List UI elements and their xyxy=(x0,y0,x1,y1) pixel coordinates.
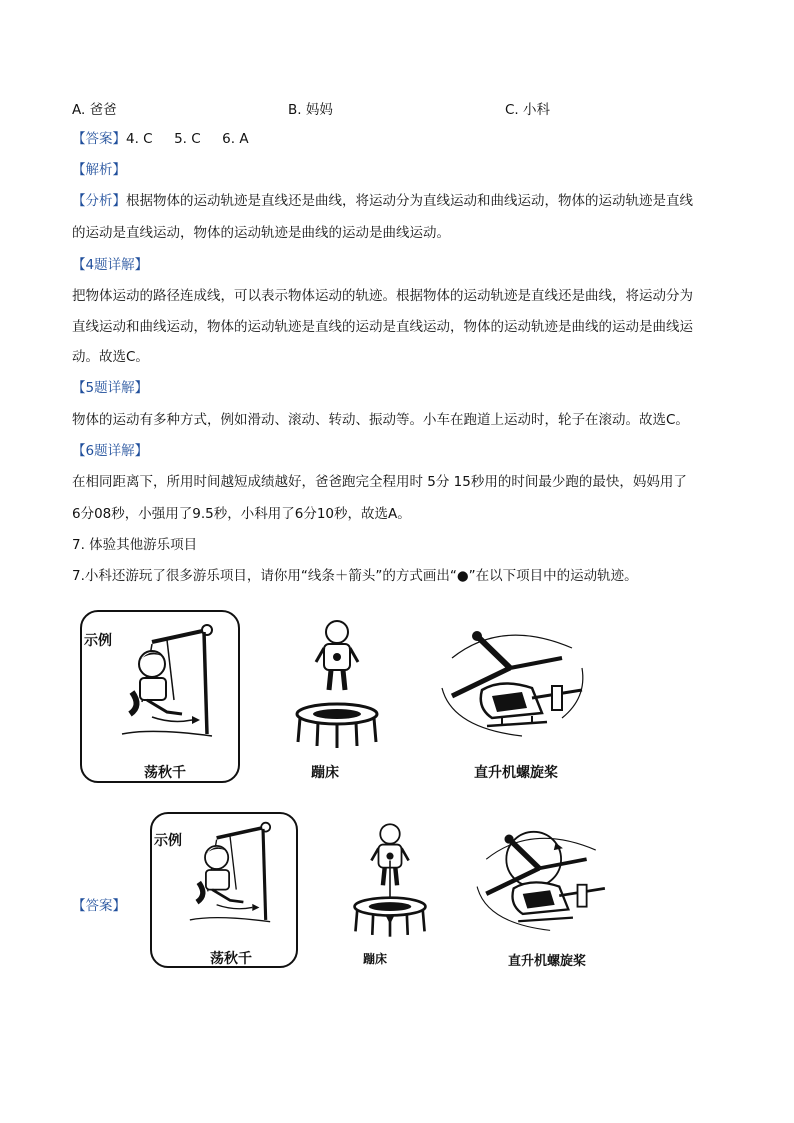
trampoline-illustration xyxy=(292,614,382,754)
answer-6: 6. A xyxy=(222,131,249,147)
analysis-line-2: 的运动是直线运动，物体的运动轨迹是曲线的运动是曲线运动。 xyxy=(72,225,450,241)
answer-caption-trampoline: 蹦床 xyxy=(362,952,387,966)
option-b: B. 妈妈 xyxy=(288,102,333,118)
q6-line-1: 在相同距离下，所用时间越短成绩越好，爸爸跑完全程用时 5分 15秒用的时间最少跑的最快，妈妈用了 xyxy=(72,474,687,490)
analysis-label: 【解析】 xyxy=(72,162,126,178)
caption-helicopter: 直升机螺旋桨 xyxy=(474,765,558,781)
analysis-line-1 xyxy=(72,191,693,211)
answer-example-tag: 示例 xyxy=(154,833,182,849)
swing-illustration xyxy=(112,622,222,752)
q4-label: 【4题详解】 xyxy=(72,257,149,273)
answer-4: 4. C xyxy=(126,131,153,147)
answer-5: 5. C xyxy=(174,131,201,147)
q7-prompt: 7.小科还游玩了很多游乐项目，请你用“线条＋箭头”的方式画出“●”在以下项目中的运动轨迹。 xyxy=(72,568,638,584)
answer-helicopter-illustration xyxy=(468,822,614,942)
q6-line-2: 6分08秒，小强用了9.5秒，小科用了6分10秒，故选A。 xyxy=(72,506,411,522)
answer-swing-illustration xyxy=(178,820,282,936)
caption-swing: 荡秋千 xyxy=(144,765,186,781)
example-tag: 示例 xyxy=(84,633,112,649)
analysis-sub-label: 【分析】 xyxy=(72,193,126,209)
q5-label: 【5题详解】 xyxy=(72,380,149,396)
figure-answer-label: 【答案】 xyxy=(72,898,126,914)
q4-line-1: 把物体运动的路径连成线，可以表示物体运动的轨迹。根据物体的运动轨迹是直线还是曲线，将运动分为 xyxy=(72,288,693,304)
q6-label: 【6题详解】 xyxy=(72,443,149,459)
helicopter-illustration xyxy=(432,618,592,748)
analysis-text-1: 根据物体的运动轨迹是直线还是曲线，将运动分为直线运动和曲线运动，物体的运动轨迹是直线 xyxy=(126,193,693,209)
q5-line-1: 物体的运动有多种方式，例如滑动、滚动、转动、振动等。小车在跑道上运动时，轮子在滚动。故选C。 xyxy=(72,412,689,428)
q4-line-3: 动。故选C。 xyxy=(72,349,149,365)
q4-line-2: 直线运动和曲线运动，物体的运动轨迹是直线的运动是直线运动，物体的运动轨迹是曲线的运动是曲线运 xyxy=(72,319,693,335)
option-c: C. 小科 xyxy=(505,102,551,118)
answer-trampoline-illustration xyxy=(350,818,430,942)
answer-caption-swing: 荡秋千 xyxy=(210,951,252,967)
answer-line xyxy=(72,129,249,149)
q7-heading: 7. 体验其他游乐项目 xyxy=(72,537,198,553)
answer-label: 【答案】 xyxy=(72,131,126,147)
answer-caption-helicopter: 直升机螺旋桨 xyxy=(507,954,586,969)
caption-trampoline: 蹦床 xyxy=(311,765,339,781)
option-a: A. 爸爸 xyxy=(72,102,117,118)
